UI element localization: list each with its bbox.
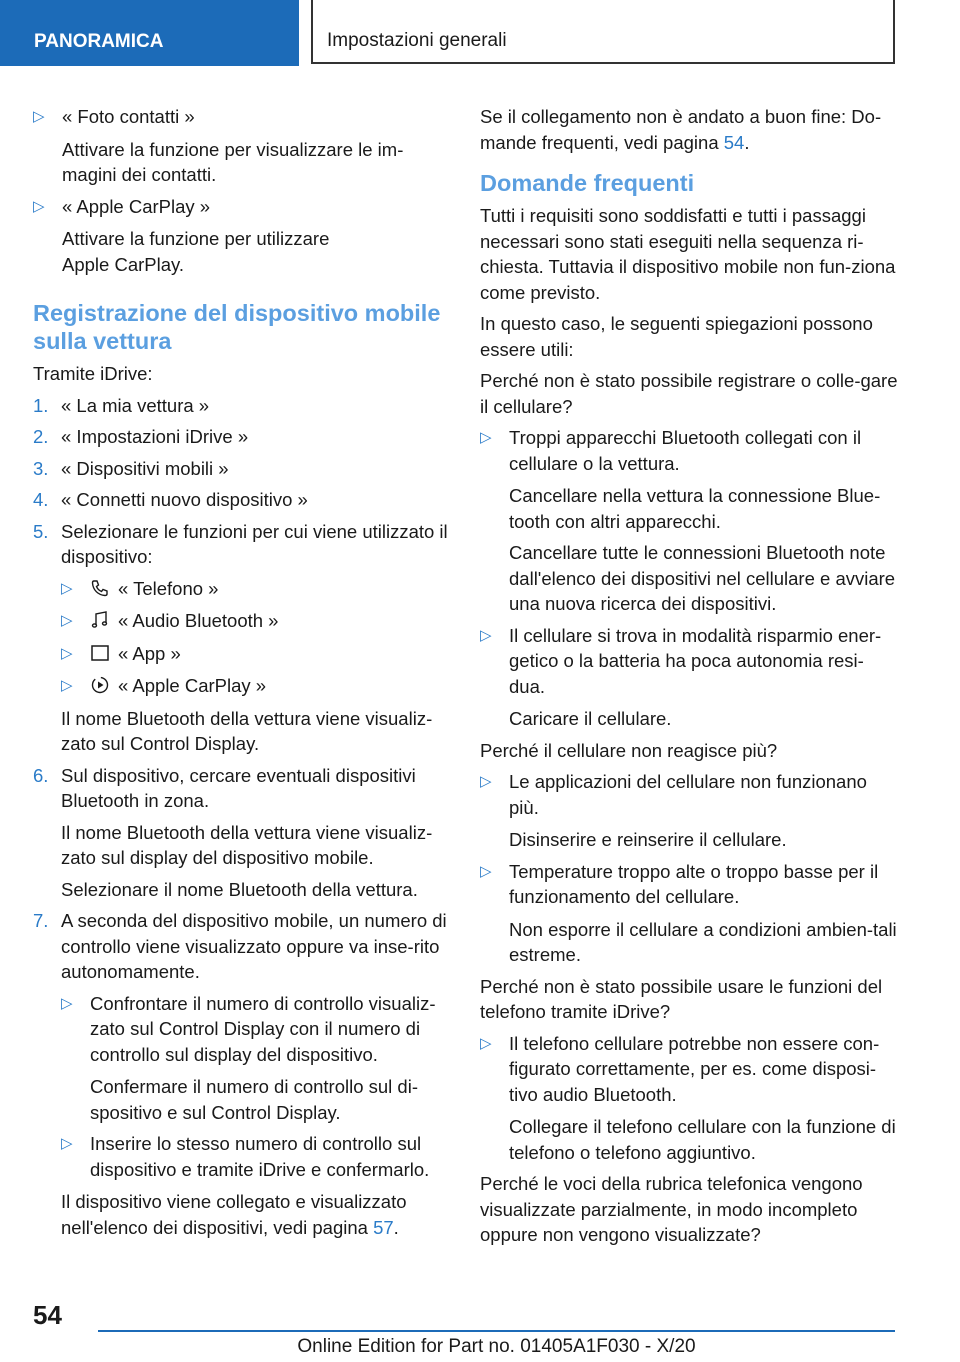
section-heading-faq: Domande frequenti <box>480 170 695 196</box>
triangle-bullet-icon: ▷ <box>61 994 73 1012</box>
footer-divider <box>98 1330 895 1332</box>
step-item: 6. Sul dispositivo, cercare eventuali dispositivi Bluetooth in zona. <box>33 764 416 811</box>
right-column: Se il collegamento non è andato a buon fine: Do-mande frequenti, vedi pagina 54. Domande frequenti Tutti i requisiti sono soddisfatti e tutti i passaggi necessari sono stati eseguiti nella sequenza ri-chiesta. Tuttavia il dispositivo mobile non fun-ziona come previsto. In questo caso, le seguenti spiegazioni possono essere utili: Perché non è stato possibile registrare o colle-gare il cellulare? ▷ Troppi apparecchi Bluetooth collegati con il cellulare o la vettura. Cancellare nella vettura la connessione Blue-tooth con altri apparecchi. Cancellare tutte le connessioni Bluetooth note dall'elenco dei dispositivi nel cellulare e avviare una nuova ricerca dei dispositivi. ▷ Il cellulare si trova in modalità risparmio ener-getico o la batteria ha poca autonomia resi-dua. Caricare il cellulare. Perché il cellulare non reagisce più? ▷ Le applicazioni del cellulare non funzionano più. Disinserire e reinserire il cellulare. ▷ Temperature troppo alte o troppo basse per il funzionamento del cellulare. Non esporre il cellulare a condizioni ambien-tali estreme. Perché non è stato possibile usare le funzioni del telefono tramite iDrive? ▷ Il telefono cellulare potrebbe non essere con-figurato correttamente, per es. come disposi-tivo audio Bluetooth. Collegare il telefono cellulare con la funzione di telefono o telefono aggiuntivo. Perché le voci della rubrica telefonica vengono visualizzate parzialmente, in modo incompleto oppure non vengono visualizzate? <box>480 104 898 1254</box>
step-item: 4. « Connetti nuovo dispositivo » <box>33 489 308 510</box>
step-options: ▷ « Telefono » ▷ « Audio Bluetooth » ▷ « App » ▷ « Apple CarPlay » Il nome Bluetooth della vettura viene visualiz-zato sul Control Display. <box>61 577 433 754</box>
faq-question: Perché le voci della rubrica telefonica vengono visualizzate parzialmente, in modo incompleto oppure non vengono visualizzate? <box>480 1173 863 1245</box>
music-note-icon <box>90 610 110 630</box>
section-heading-registration: Registrazione del dispositivo mobile sulla vettura <box>33 300 441 354</box>
step-item: 2. « Impostazioni iDrive » <box>33 426 249 447</box>
step-item: 7. A seconda del dispositivo mobile, un numero di controllo viene visualizzato oppure va inse-rito autonomamente. <box>33 910 447 982</box>
phone-icon <box>90 578 110 598</box>
step-item: 1. « La mia vettura » <box>33 394 210 416</box>
triangle-bullet-icon: ▷ <box>61 612 73 629</box>
bullet-desc: Attivare la funzione per utilizzare Apple CarPlay. <box>62 228 330 275</box>
chapter-title: Impostazioni generali <box>327 30 507 51</box>
carplay-icon <box>90 675 110 695</box>
step-item: 5. Selezionare le funzioni per cui viene utilizzato il dispositivo: <box>33 520 448 567</box>
chapter-header <box>311 0 895 64</box>
section-title: PANORAMICA <box>34 31 164 52</box>
bullet-desc: Attivare la funzione per visualizzare le im-magini dei contatti. <box>62 138 404 185</box>
section-tab <box>0 0 299 66</box>
triangle-bullet-icon: ▷ <box>480 429 492 446</box>
triangle-bullet-icon: ▷ <box>480 862 492 880</box>
bullet-item: ▷ « Foto contatti » <box>33 104 448 130</box>
page-link[interactable]: 57 <box>373 1216 394 1238</box>
left-column: ▷ « Foto contatti » Attivare la funzione per visualizzare le im-magini dei contatti. ▷ « Apple CarPlay » Attivare la funzione per utilizzare Apple CarPlay. Registrazione del dispositivo mobile sulla vettura Tramite iDrive: 1. « La mia vettura » 2. « Impostazioni iDrive » 3. « Dispositivi mobili » 4. « Connetti nuovo dispositivo » 5. Selezionare le funzioni per cui viene utilizzato il dispositivo: ▷ « Telefono » ▷ « Audio Bluetooth » ▷ « App » ▷ « Apple CarPlay » Il nome Bluetooth della vettura viene visualiz-zato sul Control Display. 6. Sul dispositivo, cercare eventuali dispositivi Bluetooth in zona. Il nome Bluetooth della vettura viene visualiz-zato sul display del dispositivo mobile. Selezionare il nome Bluetooth della vettura. 7. A seconda del dispositivo mobile, un numero di controllo viene visualizzato oppure va inse-rito autonomamente. ▷ Confrontare il numero di controllo visualiz-zato sul Control Display con il numero di controllo sul display del dispositivo. Confermare il numero di controllo sul di-spositivo e sul Control Display. ▷ Inserire lo stesso numero di controllo sul dispositivo e tramite iDrive e confermarlo. Il dispositivo viene collegato e visualizzato nell'elenco dei dispositivi, vedi pagina 57. <box>33 106 448 1238</box>
footer-edition: Online Edition for Part no. 01405A1F030 - X/20 <box>297 1336 696 1357</box>
triangle-bullet-icon: ▷ <box>61 644 73 662</box>
triangle-bullet-icon: ▷ <box>33 197 45 215</box>
triangle-bullet-icon: ▷ <box>61 579 73 597</box>
triangle-bullet-icon: ▷ <box>480 626 492 644</box>
triangle-bullet-icon: ▷ <box>61 677 73 694</box>
intro-text: Tramite iDrive: <box>33 363 153 384</box>
triangle-bullet-icon: ▷ <box>33 108 45 125</box>
triangle-bullet-icon: ▷ <box>480 1034 492 1052</box>
bullet-item: ▷ « Apple CarPlay » <box>33 194 448 220</box>
faq-question: Perché non è stato possibile usare le funzioni del telefono tramite iDrive? <box>480 975 883 1022</box>
faq-question: Perché non è stato possibile registrare o colle-gare il cellulare? <box>480 370 898 417</box>
app-icon <box>90 643 110 663</box>
page-link[interactable]: 54 <box>723 131 745 153</box>
faq-question: Perché il cellulare non reagisce più? <box>480 739 778 761</box>
step-item: 3. « Dispositivi mobili » <box>33 457 229 479</box>
triangle-bullet-icon: ▷ <box>61 1135 73 1152</box>
page-number: 54 <box>33 1300 62 1330</box>
triangle-bullet-icon: ▷ <box>480 773 492 790</box>
